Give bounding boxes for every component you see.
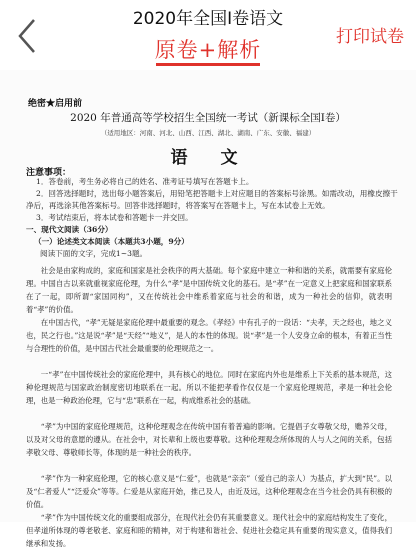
print-exam-button[interactable]: 打印试卷 [336, 27, 404, 47]
passage-paragraph: 在中国古代，“孝”无疑是家庭伦理中最重要的观念。《孝经》中有孔子的一段话：“夫孝，天之经也，地之义也，民之行也。”这是说“孝”是“天经”“地义”，是人的本性的体现。说“孝”是一个人安身立命的根本，有着正当性与合理性的价值，是中国古代社会最重要的伦理规范之一。 [26, 318, 392, 354]
active-tab-indicator [156, 63, 260, 66]
top-bar [0, 0, 416, 68]
notice-item-2a: 2．回答选择题时，选出每小题答案后，用铅笔把答题卡上对应题目的答案标号涂黑。如需改动，用橡皮擦干 [36, 189, 398, 198]
subject-title: 语 文 [170, 148, 246, 168]
subsection-heading: （一）论述类文本阅读（本题共3小题，9分） [34, 237, 189, 246]
reading-instruction: 阅读下面的文字，完成1~3题。 [40, 249, 148, 258]
notice-item-3: 3．考试结束后，将本试卷和答题卡一并交回。 [36, 213, 193, 222]
exam-document[interactable] [0, 70, 416, 549]
passage-paragraph: “孝”作为一种家庭伦理，它的核心意义是“仁爱”，也就是“亲亲”（爱自己的亲人）为基点，扩大到“民”。以及“仁者爱人”“泛爱众”等等。仁爱是从家庭开始，推己及人，由近及远，这种伦理观念在当今社会仍具有积极的价值。 [26, 474, 392, 510]
passage-paragraph: 社会是由家构成的，家庭和国家是社会秩序的两大基础。每个家庭中建立一种和谐的关系，就需要有家庭伦理。中国自古以来就重视家庭伦理，为什么“孝”是中国传统文化的基石。是“孝”在一定意义上把家庭和国家联系在了一起，即所谓“家国同构”，又在传统社会中维系着家庭与社会的和谐，成为一种社会的信仰，就表明着“孝”的价值。 [26, 266, 392, 315]
notice-item-2b: 净后，再选涂其他答案标号。回答非选择题时，将答案写在答题卡上，写在本试卷上无效。 [26, 201, 330, 210]
notice-heading: 注意事项： [26, 168, 72, 178]
exam-title: 2020 年普通高等学校招生全国统一考试（新课标全国Ⅰ卷） [70, 112, 346, 124]
passage-paragraph: 一“孝”在中国传统社会的家庭伦理中，具有核心的地位。同时在家庭内外也是维系上下关系的基本规范，这种伦理规范与国家政治制度密切地联系在一起。所以不能把孝看作仅仅是一个家庭伦理规范，孝是一种社会伦理，也是一种政治伦理，它与“忠”联系在一起，构成维系社会的基础。 [26, 370, 392, 406]
section-heading-1: 一、现代文阅读（36分） [26, 225, 113, 234]
applicable-regions: （适用地区：河南、河北、山西、江西、湖北、湖南、广东、安徽、福建） [100, 129, 316, 137]
tab-original-with-analysis[interactable]: 原卷+解析 [154, 38, 262, 62]
secret-label: 绝密★启用前 [28, 99, 83, 109]
notice-item-1: 1．答卷前，考生务必将自己的姓名、准考证号填写在答题卡上。 [36, 177, 254, 186]
passage-paragraph: “孝”作为中国传统文化的重要组成部分，在现代社会仍有其重要意义。现代社会中的家庭结构发生了变化，但孝道所体现的尊老敬老、家庭和睦的精神，对于构建和谐社会、促进社会稳定具有重要的现实意义，值得我们继承和发扬。 [26, 513, 392, 549]
page-title: 2020年全国Ⅰ卷语文 [132, 9, 284, 29]
passage-paragraph: “孝”为中国的家庭伦理规范，这种伦理观念在传统中国有着普遍的影响。它提倡子女尊敬父母，赡养父母，以及对父母的意愿的遵从。在社会中，对长辈和上级也要尊敬。这种伦理观念所体现的人与人之间的关系，包括孝敬父母、尊敬师长等，体现的是一种社会的秩序。 [26, 422, 392, 458]
